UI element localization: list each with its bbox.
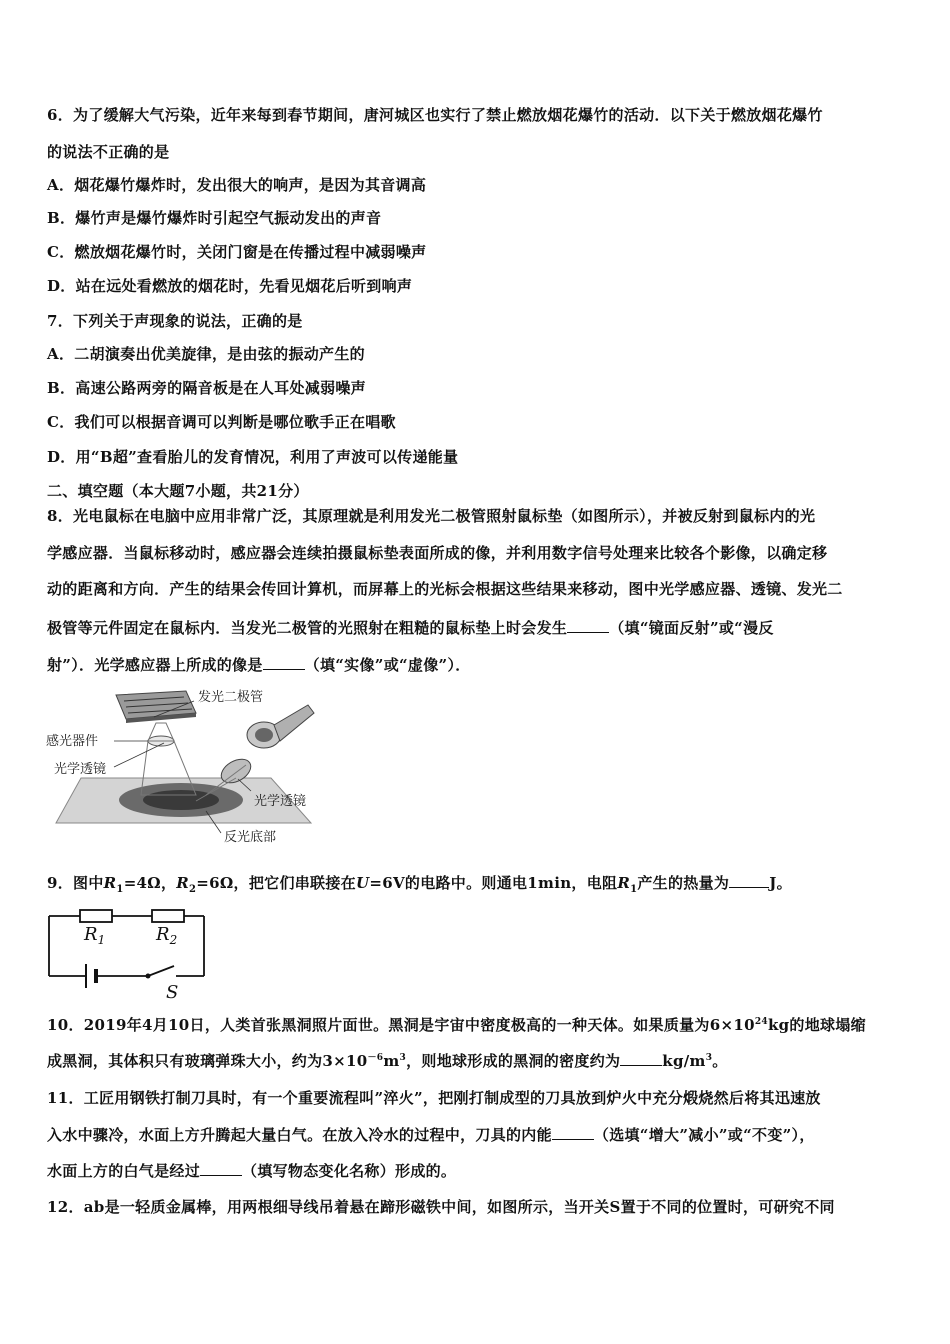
section-heading: 二、填空题（本大题7小题，共21分）: [47, 482, 309, 500]
q7-option-c: C．我们可以根据音调可以判断是哪位歌手正在唱歌: [47, 413, 396, 431]
q7-option-b: B．高速公路两旁的隔音板是在人耳处减弱噪声: [47, 379, 366, 397]
q9-text-d: =6V的电路中。则通电1min，电阻: [369, 874, 618, 892]
q10-line2-mid: ，则地球形成的黑洞的密度约为: [406, 1052, 621, 1070]
q10-line1: [47, 1014, 866, 1035]
q10-line1-tail: kg的地球塌缩: [767, 1016, 866, 1034]
label-lens-left: 光学透镜: [54, 762, 107, 777]
q6-stem-line2: 的说法不正确的是: [47, 143, 170, 161]
q10-exp-24: 24: [754, 1017, 768, 1027]
q11-line3-tail: （填写物态变化名称）形成的。: [242, 1162, 457, 1180]
q10-exp-3b: 3: [705, 1053, 713, 1063]
q6-option-c: C．燃放烟花爆竹时，关闭门窗是在传播过程中减弱噪声: [47, 243, 427, 261]
q8-line4: [47, 617, 774, 638]
q7-option-a: A．二胡演奏出优美旋律，是由弦的振动产生的: [47, 345, 365, 363]
q6-option-a: A．烟花爆竹爆炸时，发出很大的响声，是因为其音调高: [47, 176, 427, 194]
led-core: [255, 728, 273, 742]
q11-blank-2[interactable]: [200, 1161, 242, 1176]
q10-exp-neg6: －6: [367, 1053, 384, 1063]
q8-line5-tail: （填“实像”或“虚像”）．: [304, 656, 471, 674]
switch-pivot: [146, 974, 151, 979]
q10-unit-kgm: kg/m: [662, 1052, 706, 1070]
q10-exp-3: 3: [399, 1053, 407, 1063]
q6-option-b: B．爆竹声是爆竹爆炸时引起空气振动发出的声音: [47, 209, 382, 227]
circuit-r1-label: $R_1$: [84, 924, 106, 947]
light-spot-core: [143, 790, 219, 810]
q9-text-a: 9．图中: [47, 874, 104, 892]
q9-r2-sub: 2: [189, 884, 197, 895]
q9-line: [47, 872, 792, 895]
q10-line2-end: 。: [712, 1052, 728, 1070]
q12-line1: 12．ab是一轻质金属棒，用两根细导线吊着悬在蹄形磁铁中间，如图所示，当开关S置于不同的位置时，可研究不同: [47, 1198, 835, 1216]
circuit-switch-label: S: [166, 982, 179, 1000]
q9-text-b: =4Ω，: [123, 874, 177, 892]
optical-mouse-figure: [46, 683, 318, 845]
circuit-r2-label: $R_2$: [156, 924, 178, 947]
q9-blank[interactable]: [729, 873, 769, 888]
q11-line2-tail: （选填“增大”减小”或“不变”），: [593, 1126, 815, 1144]
q8-line5-text: 射”）．光学感应器上所成的像是: [47, 656, 263, 674]
resistor-r2: [152, 910, 184, 922]
q10-unit-m: m: [383, 1052, 400, 1070]
q8-line4-tail: （填“镜面反射”或“漫反: [609, 619, 774, 637]
q8-line5: [47, 654, 471, 675]
q6-stem-line1: 6．为了缓解大气污染，近年来每到春节期间，唐河城区也实行了禁止燃放烟花爆竹的活动．以下关于燃放烟花爆竹: [47, 106, 823, 124]
q11-line2: [47, 1124, 815, 1145]
q10-line2-text: 成黑洞，其体积只有玻璃弹珠大小，约为3×10: [47, 1052, 368, 1070]
label-base: 反光底部: [224, 830, 277, 845]
q8-line4-text: 极管等元件固定在鼠标内．当发光二极管的光照射在粗糙的鼠标垫上时会发生: [47, 619, 568, 637]
q6-option-d: D．站在远处看燃放的烟花时，先看见烟花后听到响声: [47, 277, 413, 295]
circuit-figure: [44, 904, 212, 1000]
q10-line2: [47, 1050, 728, 1071]
q11-line2-text: 入水中骤冷，水面上方升腾起大量白气。在放入冷水的过程中，刀具的内能: [47, 1126, 552, 1144]
q7-option-d: D．用“B超”查看胎儿的发育情况，利用了声波可以传递能量: [47, 448, 459, 466]
q9-r1-second: R: [617, 874, 631, 892]
q11-line3-text: 水面上方的白气是经过: [47, 1162, 201, 1180]
q11-blank-1[interactable]: [552, 1125, 594, 1140]
q9-u: U: [355, 874, 370, 892]
q11-line1: 11．工匠用钢铁打制刀具时，有一个重要流程叫”淬火”，把刚打制成型的刀具放到炉火中充分煅烧然后将其迅速放: [47, 1089, 821, 1107]
q9-r1-second-sub: 1: [630, 884, 638, 895]
q10-blank[interactable]: [620, 1051, 662, 1066]
resistor-r1: [80, 910, 112, 922]
q9-r2: R: [176, 874, 190, 892]
label-sensor: 感光器件: [46, 734, 99, 749]
q10-line1-text: 10．2019年4月10日，人类首张黑洞照片面世。黑洞是宇宙中密度极高的一种天体。如果质量为6×10: [47, 1016, 755, 1034]
q7-stem: 7．下列关于声现象的说法，正确的是: [47, 312, 303, 330]
q9-r1: R: [103, 874, 117, 892]
label-led: 发光二极管: [198, 690, 264, 705]
switch-lever: [148, 966, 174, 976]
q8-blank-1[interactable]: [567, 618, 609, 633]
q8-line2: 学感应器．当鼠标移动时，感应器会连续拍摄鼠标垫表面所成的像，并利用数字信号处理来比较各个影像，以确定移: [47, 544, 828, 562]
q9-text-f: J。: [769, 874, 792, 892]
q8-line3: 动的距离和方向．产生的结果会传回计算机，而屏幕上的光标会根据这些结果来移动，图中光学感应器、透镜、发光二: [47, 580, 843, 598]
q9-r1-sub: 1: [116, 884, 124, 895]
label-lens-right: 光学透镜: [254, 794, 307, 809]
q8-blank-2[interactable]: [263, 655, 305, 670]
q9-text-e: 产生的热量为: [637, 874, 730, 892]
q8-line1: 8．光电鼠标在电脑中应用非常广泛，其原理就是利用发光二极管照射鼠标垫（如图所示），并被反射到鼠标内的光: [47, 507, 816, 525]
q9-text-c: =6Ω，把它们串联接在: [196, 874, 356, 892]
q11-line3: [47, 1160, 456, 1181]
